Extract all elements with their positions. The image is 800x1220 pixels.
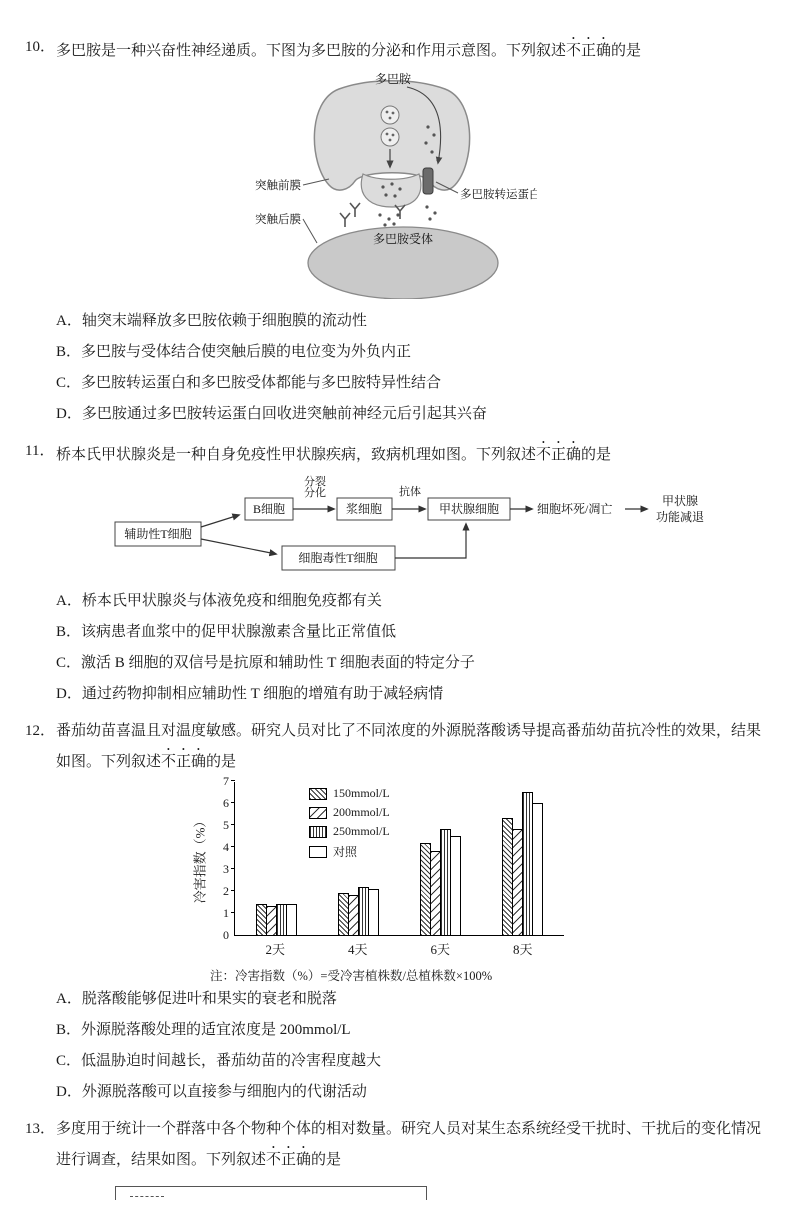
label-result-2: 功能减退 <box>655 510 705 524</box>
q11-options <box>56 586 775 710</box>
stem-text: 番茄幼苗喜温且对温度敏感。研究人员对比了不同浓度的外源脱落酸诱导提高番茄幼苗抗冷性的效果，结果如图。下列叙述 <box>56 723 762 770</box>
stem-text: 的是 <box>581 447 612 463</box>
stem-text: 的是 <box>611 43 642 59</box>
option-c: C．低温胁迫时间越长，番茄幼苗的冷害程度越大 <box>56 1053 382 1069</box>
label-antibody: 抗体 <box>399 486 421 498</box>
y-tick-label: 5 <box>223 818 229 832</box>
question-13-stem <box>25 1116 775 1174</box>
label-presynaptic-membrane: 突触前膜 <box>255 180 301 192</box>
q11-flowchart-figure <box>110 475 775 584</box>
bar-group-2天 <box>235 904 317 935</box>
stem-emphasis: 不正确 <box>566 43 612 59</box>
arrow-cytotoxic-to-thyroid <box>395 524 466 558</box>
bar-groups <box>235 782 564 935</box>
stem-text: 多巴胺是一种兴奋性神经递质。下图为多巴胺的分泌和作用示意图。下列叙述 <box>56 43 567 59</box>
y-tick-label: 4 <box>223 840 229 854</box>
q12-chart <box>190 774 775 984</box>
label-postsynaptic-membrane: 突触后膜 <box>255 214 301 226</box>
q13-figure-cropped <box>115 1186 427 1200</box>
label-receptor: 多巴胺受体 <box>372 232 434 246</box>
q10-synapse-figure <box>255 67 775 304</box>
x-tick-label: 2天 <box>265 942 285 957</box>
option-c: C．激活 B 细胞的双信号是抗原和辅助性 T 细胞表面的特定分子 <box>56 655 475 671</box>
option-d: D．通过药物抑制相应辅助性 T 细胞的增殖有助于减轻病情 <box>56 686 444 702</box>
question-11 <box>25 438 775 710</box>
question-13 <box>25 1116 775 1200</box>
x-tick-label: 4天 <box>347 942 368 957</box>
arrow-helper-to-b <box>201 515 239 527</box>
q12-options <box>56 984 775 1108</box>
y-tick-label: 0 <box>223 928 229 942</box>
box-cytotoxic-t-label: 细胞毒性T细胞 <box>298 551 378 565</box>
stem-text: 的是 <box>311 1152 342 1168</box>
transporter-protein-shape <box>423 168 433 194</box>
question-12 <box>25 718 775 1108</box>
bar-对照-8天 <box>532 803 543 935</box>
y-axis-title: 冷害指数（%） <box>192 814 208 904</box>
stem-text: 的是 <box>206 754 237 770</box>
option-d: D．多巴胺通过多巴胺转运蛋白回收进突触前神经元后引起其兴奋 <box>56 406 487 422</box>
bar-对照-4天 <box>368 889 379 935</box>
pointer-line-presynaptic <box>303 179 329 185</box>
y-tick-label: 7 <box>223 774 229 788</box>
option-a: A．桥本氏甲状腺炎与体液免疫和细胞免疫都有关 <box>56 593 382 609</box>
box-plasma-cell-label: 浆细胞 <box>345 502 383 516</box>
question-number: 13． <box>25 1121 56 1137</box>
y-tick-mark <box>231 780 235 781</box>
y-tick-label: 3 <box>223 862 229 876</box>
x-tick-label: 8天 <box>512 942 533 957</box>
stem-emphasis: 不正确 <box>266 1152 312 1168</box>
option-b: B．外源脱落酸处理的适宜浓度是 200mmol/L <box>56 1022 351 1038</box>
label-divide: 分裂 <box>304 476 326 488</box>
legend-label: 对照 <box>333 845 358 859</box>
label-dopamine: 多巴胺 <box>374 72 412 86</box>
bar-group-8天 <box>482 792 564 935</box>
bar-group-6天 <box>400 829 482 935</box>
question-12-stem <box>25 718 775 776</box>
x-tick-label: 6天 <box>430 942 450 957</box>
q12-plot <box>223 774 564 942</box>
pathology-flowchart <box>110 475 742 579</box>
bar-对照-6天 <box>450 836 461 935</box>
bar-对照-2天 <box>286 904 297 935</box>
label-transporter: 多巴胺转运蛋白 <box>460 189 537 201</box>
bar-group-4天 <box>317 887 399 935</box>
question-text <box>56 718 775 776</box>
pointer-line-postsynaptic <box>303 219 317 243</box>
label-differentiate: 分化 <box>304 487 326 499</box>
cropped-legend-line <box>130 1196 164 1197</box>
y-tick-label: 1 <box>223 906 229 920</box>
option-d: D．外源脱落酸可以直接参与细胞内的代谢活动 <box>56 1084 367 1100</box>
question-text <box>56 438 775 469</box>
question-number: 10． <box>25 39 56 55</box>
option-a: A．轴突末端释放多巴胺依赖于细胞膜的流动性 <box>56 313 367 329</box>
question-number: 12． <box>25 723 56 739</box>
question-11-stem <box>25 438 775 469</box>
release-knob-shape <box>361 174 421 207</box>
stem-emphasis: 不正确 <box>536 447 582 463</box>
y-tick-label: 6 <box>223 796 229 810</box>
y-tick-label: 2 <box>223 884 229 898</box>
question-number: 11． <box>25 443 55 459</box>
option-b: B．多巴胺与受体结合使突触后膜的电位变为外负内正 <box>56 344 412 360</box>
option-c: C．多巴胺转运蛋白和多巴胺受体都能与多巴胺特异性结合 <box>56 375 442 391</box>
plot-column <box>223 774 564 958</box>
legend-label: 200mmol/L <box>333 805 390 819</box>
legend-label: 250mmol/L <box>333 824 390 838</box>
box-b-cell-label: B细胞 <box>252 502 286 516</box>
stem-text: 多度用于统计一个群落中各个物种个体的相对数量。研究人员对某生态系统经受干扰时、干扰后的变化情况进行调查，结果如图。下列叙述 <box>56 1121 762 1168</box>
label-outcome: 细胞坏死/凋亡 <box>537 502 613 516</box>
q12-xlabels <box>234 939 564 958</box>
legend-label: 150mmol/L <box>333 786 390 800</box>
question-text <box>56 1116 775 1174</box>
question-text <box>56 34 775 65</box>
synapse-diagram <box>255 67 537 299</box>
y-axis-title-wrap <box>190 782 208 936</box>
option-b: B．该病患者血浆中的促甲状腺激素含量比正常值低 <box>56 624 397 640</box>
label-result-1: 甲状腺 <box>661 494 699 508</box>
q10-options <box>56 306 775 430</box>
stem-text: 桥本氏甲状腺炎是一种自身免疫性甲状腺疾病，致病机理如图。下列叙述 <box>56 447 537 463</box>
chart-note: 注：冷害指数（%）=受冷害植株数/总植株数×100% <box>210 969 493 983</box>
option-a: A．脱落酸能够促进叶和果实的衰老和脱落 <box>56 991 337 1007</box>
question-10 <box>25 34 775 430</box>
question-10-stem <box>25 34 775 65</box>
arrow-helper-to-cytotoxic <box>201 539 276 554</box>
stem-emphasis: 不正确 <box>161 754 207 770</box>
box-helper-t-label: 辅助性T细胞 <box>124 527 192 541</box>
box-thyroid-cell-label: 甲状腺细胞 <box>438 502 500 516</box>
chart-row <box>190 774 775 958</box>
